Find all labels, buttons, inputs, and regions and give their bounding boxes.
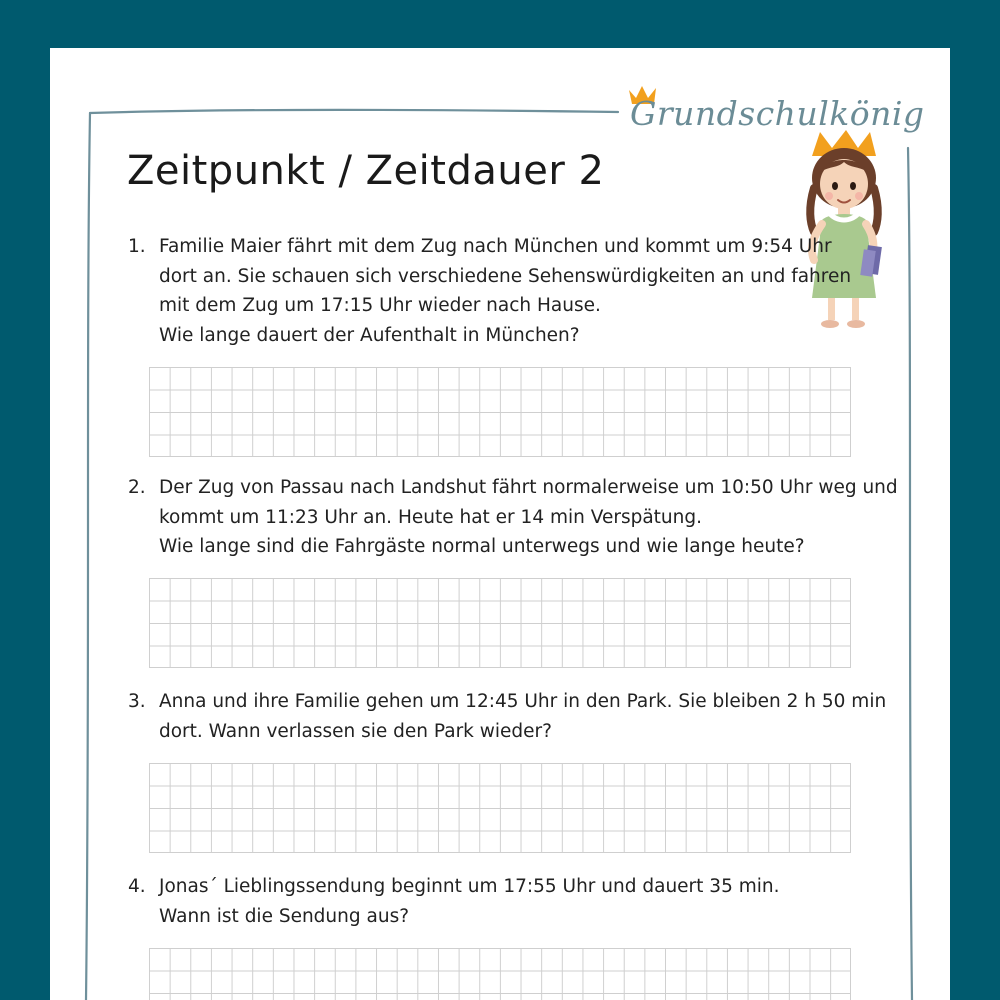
- task-line: Der Zug von Passau nach Landshut fährt normalerweise um 10:50 Uhr weg und: [159, 477, 898, 498]
- task-line: Wann ist die Sendung aus?: [159, 905, 410, 927]
- task-line: dort. Wann verlassen sie den Park wieder?: [159, 720, 552, 742]
- task-number: 2.: [128, 477, 146, 498]
- task-number: 3.: [128, 691, 146, 712]
- task-line: Wie lange sind die Fahrgäste normal unterwegs und wie lange heute?: [159, 536, 805, 557]
- brand-name: Grundschulkönig: [630, 94, 925, 133]
- task-text: [159, 232, 851, 350]
- answer-grid-2[interactable]: [149, 578, 851, 668]
- task-line: Anna und ihre Familie gehen um 12:45 Uhr in den Park. Sie bleiben 2 h 50 min: [159, 691, 887, 712]
- answer-grid-3[interactable]: [149, 763, 851, 853]
- task-line: dort an. Sie schauen sich verschiedene Sehenswürdigkeiten an und fahren: [159, 265, 852, 287]
- task-text: [159, 473, 898, 562]
- task-line: Familie Maier fährt mit dem Zug nach München und kommt um 9:54 Uhr: [159, 236, 832, 257]
- task-text: [159, 687, 886, 746]
- answer-grid-1[interactable]: [149, 367, 851, 457]
- task-line: Wie lange dauert der Aufenthalt in München?: [159, 324, 580, 346]
- task-line: Jonas´ Lieblingssendung beginnt um 17:55 Uhr und dauert 35 min.: [159, 876, 780, 897]
- page-title: Zeitpunkt / Zeitdauer 2: [127, 148, 605, 194]
- task-line: mit dem Zug um 17:15 Uhr wieder nach Hause.: [159, 295, 601, 316]
- task-number: 1.: [128, 236, 146, 257]
- answer-grid-4[interactable]: [149, 948, 851, 1000]
- task-number: 4.: [128, 876, 146, 897]
- task-text: [159, 872, 779, 931]
- task-line: kommt um 11:23 Uhr an. Heute hat er 14 min Verspätung.: [159, 506, 702, 528]
- worksheet: [50, 48, 950, 1000]
